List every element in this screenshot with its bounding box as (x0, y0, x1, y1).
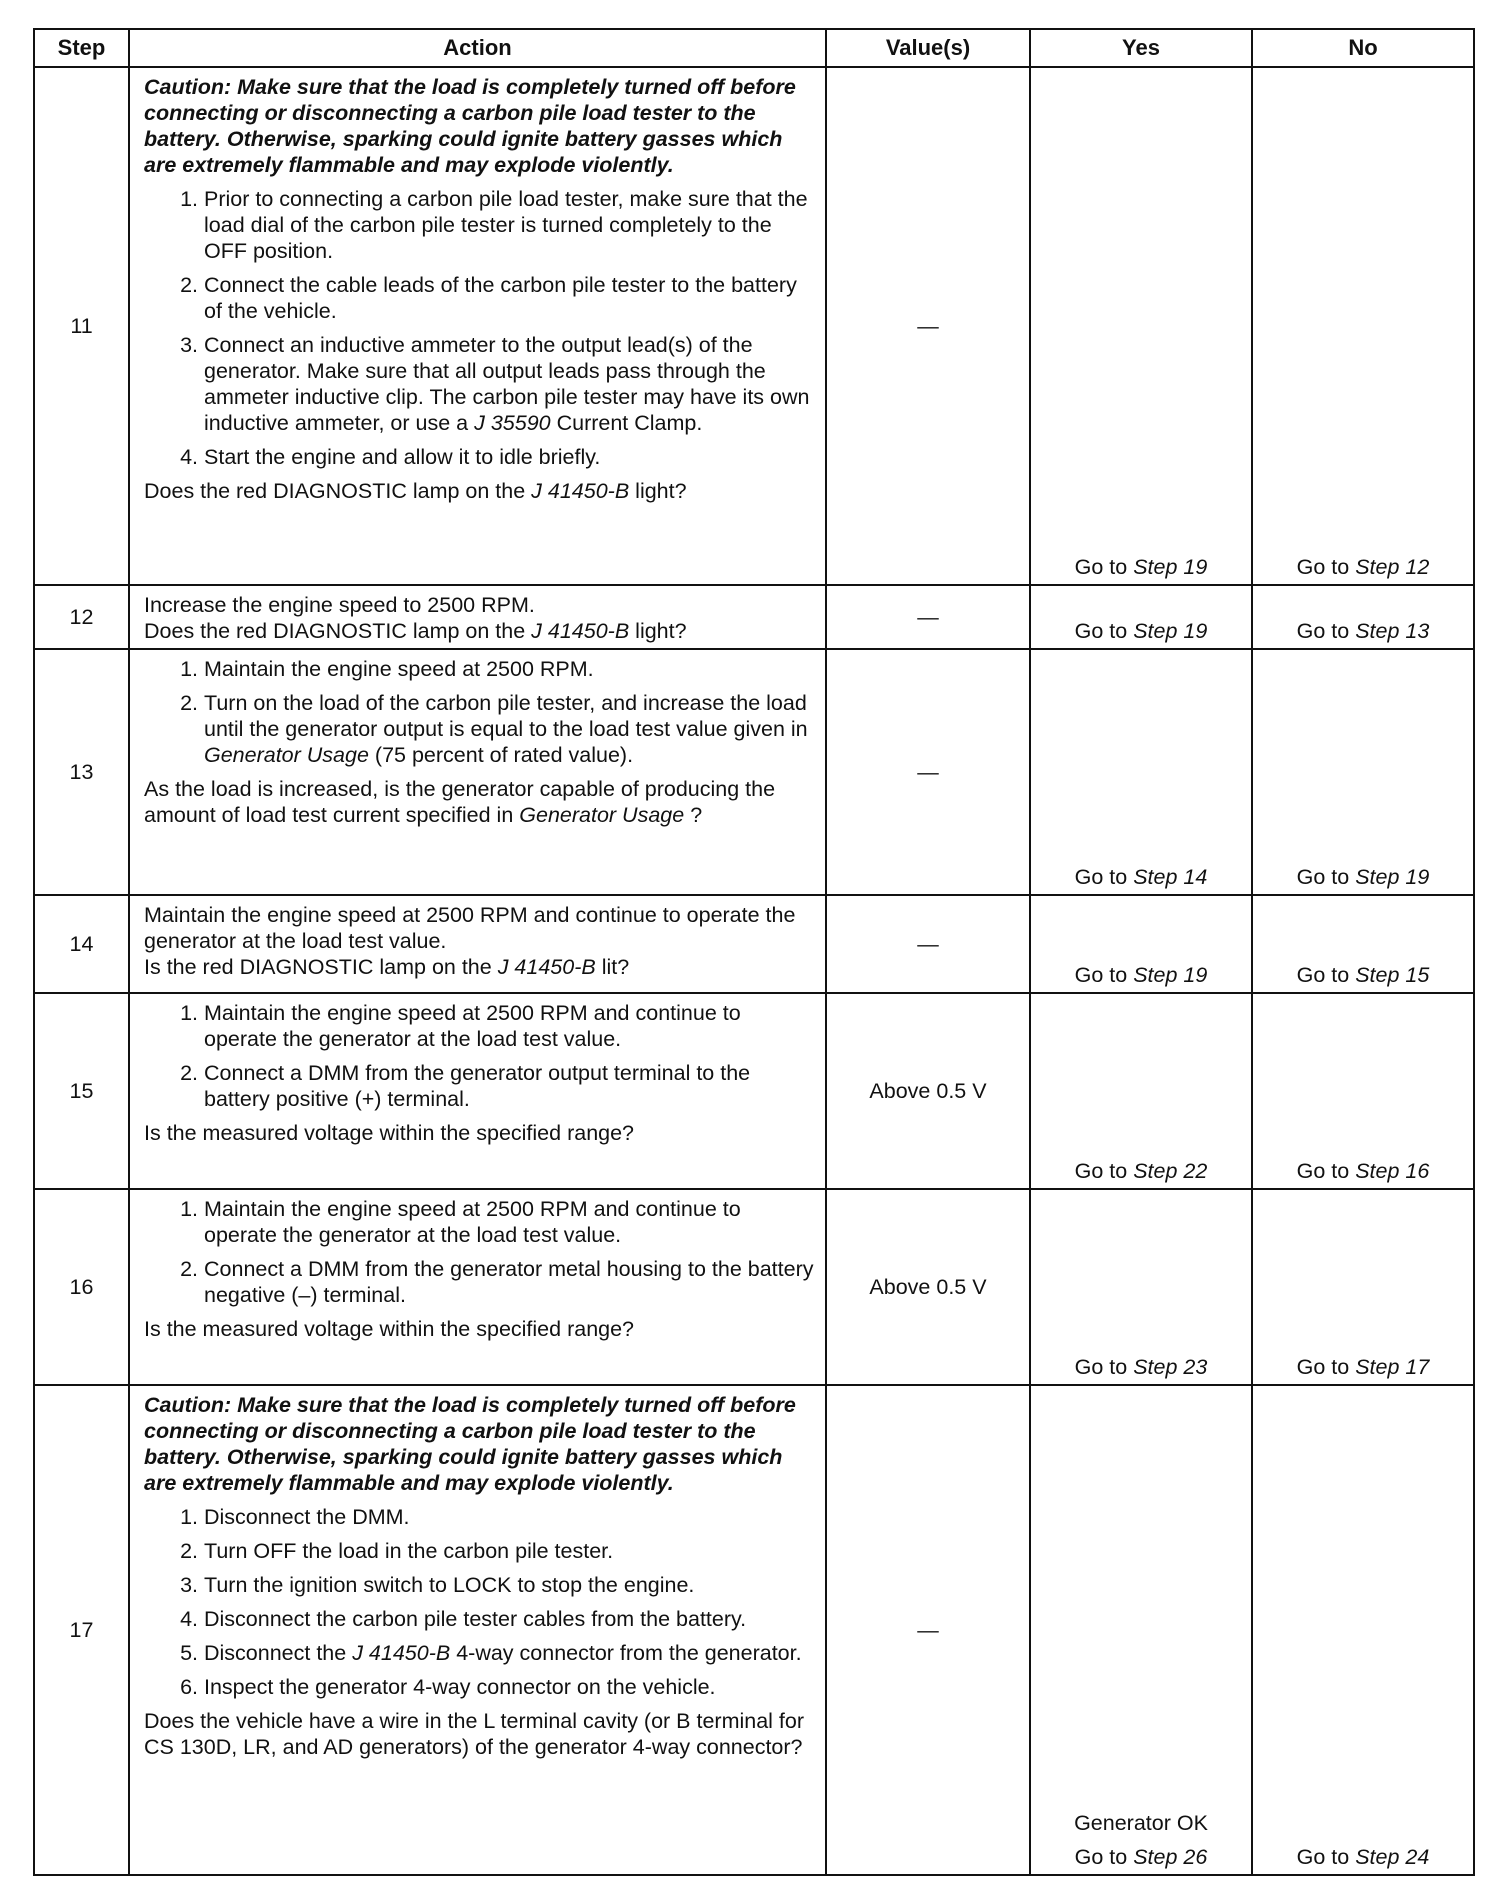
step-number: 13 (34, 649, 129, 895)
no-cell: Go to Step 16 (1252, 993, 1474, 1189)
generator-ok-text: Generator OK (1074, 1811, 1208, 1835)
action-cell (129, 1189, 826, 1385)
list-item-text: Connect an inductive ammeter to the output lead(s) of the generator. Make sure that all output leads pass through the ammeter inductive clip. The carbon pile tester may have its own inductive ammeter, or use a (204, 333, 810, 435)
tool-reference: J 35590 (474, 411, 551, 435)
value-cell: — (826, 585, 1030, 649)
tool-reference: J 41450-B (531, 619, 630, 643)
header-no: No (1252, 29, 1474, 67)
yes-step-link[interactable]: Step 19 (1133, 963, 1208, 987)
header-yes: Yes (1030, 29, 1252, 67)
question-text: Is the measured voltage within the specified range? (144, 1121, 635, 1145)
no-cell: Go to Step 12 (1252, 67, 1474, 585)
no-cell: Go to Step 19 (1252, 649, 1474, 895)
no-step-link[interactable]: Step 16 (1355, 1159, 1430, 1183)
list-item: 6. Inspect the generator 4-way connector on the vehicle. (204, 1674, 817, 1700)
action-cell (129, 993, 826, 1189)
yes-step-link[interactable]: Step 26 (1133, 1845, 1208, 1869)
list-item-tail: Current Clamp. (556, 411, 703, 435)
action-cell (129, 67, 826, 585)
yes-step-link[interactable]: Step 14 (1133, 865, 1208, 889)
list-item: 2. Turn OFF the load in the carbon pile tester. (204, 1538, 817, 1564)
question-text: Is the measured voltage within the specified range? (144, 1317, 635, 1341)
action-text: Increase the engine speed to 2500 RPM. (144, 593, 535, 617)
action-text: Maintain the engine speed at 2500 RPM and continue to operate the generator at the load test value. (144, 903, 796, 953)
step-number: 15 (34, 993, 129, 1189)
no-step-link[interactable]: Step 24 (1355, 1845, 1430, 1869)
value-cell: Above 0.5 V (826, 1189, 1030, 1385)
question-text: Does the vehicle have a wire in the L terminal cavity (or B terminal for CS 130D, LR, and AD generators) of the generator 4-way connector? (144, 1709, 805, 1759)
yes-cell: Generator OK Go to Step 26 (1030, 1385, 1252, 1875)
action-list (144, 1196, 817, 1308)
yes-step-link[interactable]: Step 23 (1133, 1355, 1208, 1379)
header-row (34, 29, 1474, 67)
step-number: 14 (34, 895, 129, 993)
question-text: Does the red DIAGNOSTIC lamp on the J 41450-B light? (144, 479, 687, 503)
tool-reference: J 41450-B (352, 1641, 451, 1665)
list-item: 1. Maintain the engine speed at 2500 RPM and continue to operate the generator at the load test value. (204, 1000, 817, 1052)
list-item: 1. Maintain the engine speed at 2500 RPM. (204, 656, 817, 682)
list-item: 1. Prior to connecting a carbon pile load tester, make sure that the load dial of the carbon pile tester is turned completely to the OFF position. (204, 186, 817, 264)
table-row (34, 1385, 1474, 1875)
tool-reference: J 41450-B (497, 955, 596, 979)
no-step-link[interactable]: Step 19 (1355, 865, 1430, 889)
table-row (34, 649, 1474, 895)
action-cell (129, 649, 826, 895)
no-cell: Go to Step 24 (1252, 1385, 1474, 1875)
step-number: 12 (34, 585, 129, 649)
action-cell (129, 585, 826, 649)
table-row (34, 1189, 1474, 1385)
yes-cell: Go to Step 23 (1030, 1189, 1252, 1385)
yes-step-link[interactable]: Step 19 (1133, 619, 1208, 643)
yes-cell: Go to Step 22 (1030, 993, 1252, 1189)
usage-reference: Generator Usage (519, 803, 685, 827)
list-item: 2. Connect a DMM from the generator metal housing to the battery negative (–) terminal. (204, 1256, 817, 1308)
value-cell: Above 0.5 V (826, 993, 1030, 1189)
tool-reference: J 41450-B (531, 479, 630, 503)
header-values: Value(s) (826, 29, 1030, 67)
no-step-link[interactable]: Step 13 (1355, 619, 1430, 643)
value-cell: — (826, 1385, 1030, 1875)
usage-reference: Generator Usage (204, 743, 369, 767)
list-item: 2. Connect a DMM from the generator output terminal to the battery positive (+) terminal. (204, 1060, 817, 1112)
action-list (144, 186, 817, 470)
question-text: As the load is increased, is the generator capable of producing the amount of load test current specified in Generator Usage ? (144, 777, 776, 827)
table-row (34, 895, 1474, 993)
question-text: Does the red DIAGNOSTIC lamp on the J 41450-B light? (144, 619, 687, 643)
no-cell: Go to Step 15 (1252, 895, 1474, 993)
list-item: 4. Start the engine and allow it to idle briefly. (204, 444, 817, 470)
list-item: 1. Disconnect the DMM. (204, 1504, 817, 1530)
yes-step-link[interactable]: Step 19 (1133, 555, 1208, 579)
list-item: 1. Maintain the engine speed at 2500 RPM and continue to operate the generator at the load test value. (204, 1196, 817, 1248)
yes-cell: Go to Step 14 (1030, 649, 1252, 895)
table-row (34, 67, 1474, 585)
yes-step-link[interactable]: Step 22 (1133, 1159, 1208, 1183)
header-step: Step (34, 29, 129, 67)
list-item: 5. Disconnect the J 41450-B 4-way connector from the generator. (204, 1640, 817, 1666)
no-step-link[interactable]: Step 15 (1355, 963, 1430, 987)
action-list (144, 656, 817, 768)
no-step-link[interactable]: Step 12 (1355, 555, 1430, 579)
no-step-link[interactable]: Step 17 (1355, 1355, 1430, 1379)
table-row (34, 993, 1474, 1189)
step-number: 11 (34, 67, 129, 585)
yes-cell: Go to Step 19 (1030, 895, 1252, 993)
header-action: Action (129, 29, 826, 67)
list-item: 2. Connect the cable leads of the carbon pile tester to the battery of the vehicle. (204, 272, 817, 324)
yes-cell: Go to Step 19 (1030, 585, 1252, 649)
step-number: 16 (34, 1189, 129, 1385)
no-cell: Go to Step 13 (1252, 585, 1474, 649)
caution-text: Caution: Make sure that the load is completely turned off before connecting or disconnecting a carbon pile load tester to the battery. Otherwise, sparking could ignite battery gasses which are extremely flammable and may explode violently. (144, 75, 796, 177)
table-row (34, 585, 1474, 649)
value-cell: — (826, 67, 1030, 585)
list-item: 3. Turn the ignition switch to LOCK to stop the engine. (204, 1572, 817, 1598)
list-item: 4. Disconnect the carbon pile tester cables from the battery. (204, 1606, 817, 1632)
no-cell: Go to Step 17 (1252, 1189, 1474, 1385)
action-cell (129, 895, 826, 993)
value-cell: — (826, 895, 1030, 993)
step-number: 17 (34, 1385, 129, 1875)
value-cell: — (826, 649, 1030, 895)
list-item: 2. Turn on the load of the carbon pile tester, and increase the load until the generator output is equal to the load test value given in Generator Usage (75 percent of rated value). (204, 690, 817, 768)
question-text: Is the red DIAGNOSTIC lamp on the J 41450-B lit? (144, 955, 630, 979)
caution-text: Caution: Make sure that the load is completely turned off before connecting or disconnecting a carbon pile load tester to the battery. Otherwise, sparking could ignite battery gasses which are extremely flammable and may explode violently. (144, 1393, 796, 1495)
diagnostic-table (33, 28, 1475, 1876)
yes-cell: Go to Step 19 (1030, 67, 1252, 585)
list-item (204, 332, 817, 436)
action-list (144, 1000, 817, 1112)
action-cell (129, 1385, 826, 1875)
action-list (144, 1504, 817, 1700)
